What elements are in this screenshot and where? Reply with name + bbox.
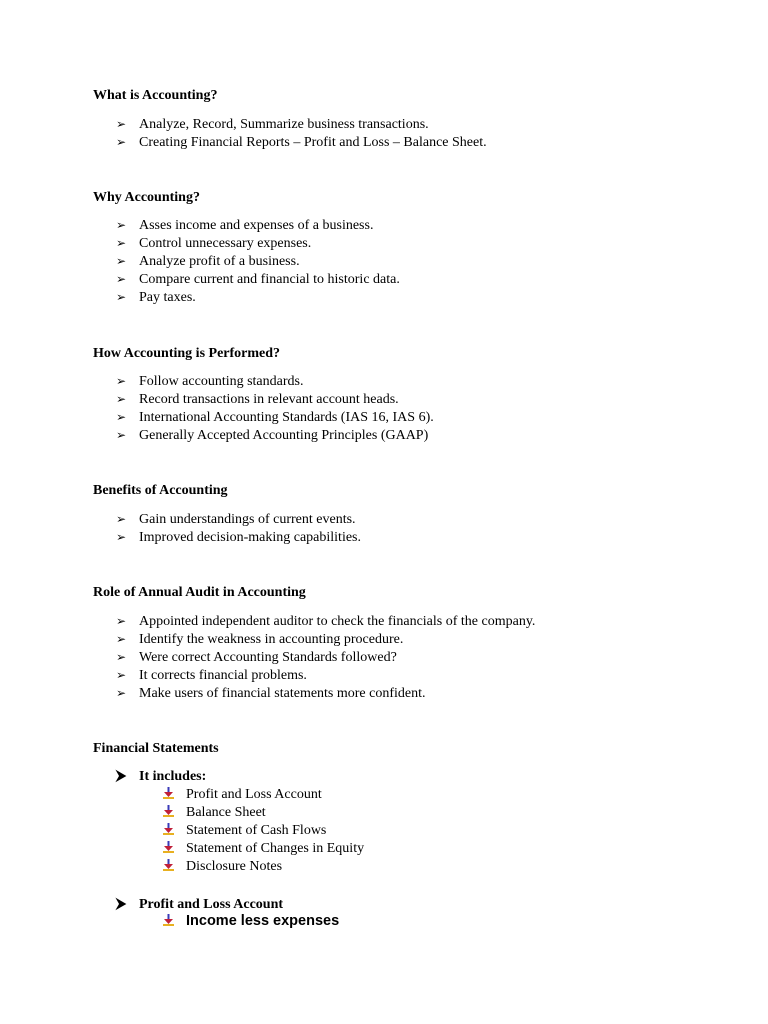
down-arrow-bullet-icon (162, 841, 186, 853)
group-label: ⮞ It includes: (116, 768, 207, 784)
arrowhead-icon: ➢ (116, 530, 127, 544)
section-heading: Financial Statements (93, 741, 219, 756)
section-heading: Benefits of Accounting (93, 483, 228, 498)
arrowhead-icon: ➢ (116, 668, 127, 682)
section-heading: What is Accounting? (93, 88, 218, 103)
list-item: ➢ Improved decision-making capabilities. (116, 530, 361, 545)
section-heading: Role of Annual Audit in Accounting (93, 585, 306, 600)
down-arrow-bullet-icon (162, 787, 186, 799)
sub-list-item: Profit and Loss Account (162, 786, 322, 804)
list-item: ➢ Identify the weakness in accounting procedure. (116, 632, 404, 647)
arrowhead-icon: ➢ (116, 135, 127, 149)
arrowhead-icon: ➢ (116, 614, 127, 628)
list-item: ➢ Follow accounting standards. (116, 374, 304, 389)
arrowhead-icon: ➢ (116, 290, 127, 304)
sub-list-item: Disclosure Notes (162, 858, 282, 876)
list-item: ➢ Creating Financial Reports – Profit and Loss – Balance Sheet. (116, 135, 487, 150)
list-item: ➢ Pay taxes. (116, 290, 196, 305)
sub-list-item: Balance Sheet (162, 804, 266, 822)
arrowhead-icon: ⮞ (116, 896, 127, 912)
list-item: ➢ It corrects financial problems. (116, 668, 307, 683)
arrowhead-icon: ➢ (116, 392, 127, 406)
section-heading: Why Accounting? (93, 190, 200, 205)
list-item: ➢ Record transactions in relevant account heads. (116, 392, 399, 407)
arrowhead-icon: ➢ (116, 218, 127, 232)
sub-list-item: Statement of Changes in Equity (162, 840, 364, 858)
list-item: ➢ Analyze profit of a business. (116, 254, 300, 269)
list-item: ➢ Generally Accepted Accounting Principles (GAAP) (116, 428, 429, 443)
down-arrow-bullet-icon (162, 823, 186, 835)
arrowhead-icon: ⮞ (116, 768, 127, 784)
arrowhead-icon: ➢ (116, 236, 127, 250)
down-arrow-bullet-icon (162, 914, 186, 926)
sub-list-item: Income less expenses (162, 912, 339, 930)
arrowhead-icon: ➢ (116, 686, 127, 700)
list-item: ➢ International Accounting Standards (IAS 16, IAS 6). (116, 410, 434, 425)
arrowhead-icon: ➢ (116, 650, 127, 664)
list-item: ➢ Appointed independent auditor to check the financials of the company. (116, 614, 536, 629)
down-arrow-bullet-icon (162, 805, 186, 817)
section-heading: How Accounting is Performed? (93, 346, 281, 361)
arrowhead-icon: ➢ (116, 117, 127, 131)
list-item: ➢ Make users of financial statements more confident. (116, 686, 426, 701)
list-item: ➢ Control unnecessary expenses. (116, 236, 312, 251)
list-item: ➢ Gain understandings of current events. (116, 512, 356, 527)
list-item: ➢ Asses income and expenses of a business. (116, 218, 374, 233)
arrowhead-icon: ➢ (116, 374, 127, 388)
arrowhead-icon: ➢ (116, 272, 127, 286)
list-item: ➢ Compare current and financial to historic data. (116, 272, 400, 287)
arrowhead-icon: ➢ (116, 632, 127, 646)
group-label: ⮞ Profit and Loss Account (116, 896, 284, 912)
arrowhead-icon: ➢ (116, 254, 127, 268)
arrowhead-icon: ➢ (116, 428, 127, 442)
arrowhead-icon: ➢ (116, 410, 127, 424)
arrowhead-icon: ➢ (116, 512, 127, 526)
sub-list-item: Statement of Cash Flows (162, 822, 326, 840)
list-item: ➢ Analyze, Record, Summarize business transactions. (116, 117, 429, 132)
down-arrow-bullet-icon (162, 859, 186, 871)
list-item: ➢ Were correct Accounting Standards followed? (116, 650, 397, 665)
